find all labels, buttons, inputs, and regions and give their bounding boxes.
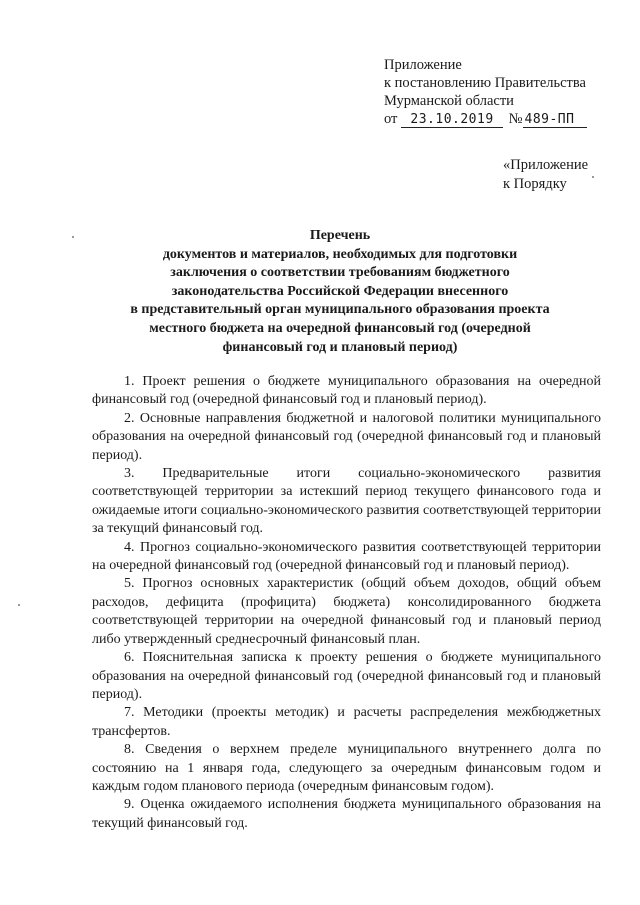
scan-speck (18, 604, 20, 606)
document-title (80, 227, 600, 357)
number-sign: № (508, 111, 523, 127)
appendix-reference (503, 156, 588, 194)
list-item: 4. Прогноз социально-экономического развития соответствующей территории на очередной финансовый год (очередной финансовый год и плановый период). (92, 539, 601, 574)
title-line: документов и материалов, необходимых для подготовки (162, 246, 518, 262)
attachment-title: Приложение (384, 57, 462, 73)
list-item: 7. Методики (проекты методик) и расчеты распределения межбюджетных трансфертов. (92, 705, 601, 739)
title-line: местного бюджета на очередной финансовый год (очередной (149, 320, 531, 336)
title-line: законодательства Российской Федерации внесенного (171, 283, 509, 299)
attachment-date-row (384, 110, 614, 128)
appendix-ref-order: к Порядку (503, 176, 567, 192)
list-item: 9. Оценка ожидаемого исполнения бюджета муниципального образования на текущий финансовый год. (92, 797, 601, 831)
list-item: 8. Сведения о верхнем пределе муниципального внутреннего долга по состоянию на 1 января года, следующего за очередным финансовым годом и каждым годом планового периода (очередным финансовым годом). (92, 742, 601, 794)
attachment-region: Мурманской области (384, 93, 514, 109)
title-line: в представительный орган муниципального образования проекта (130, 302, 550, 318)
title-line: финансовый год и плановый период) (222, 339, 458, 355)
documents-list (92, 373, 601, 833)
list-item: 3. Предварительные итоги социально-экономического развития соответствующей территории за истекший период текущего финансового года и ожидаемые итоги социально-экономического развития соответствующей территории за текущий финансовый год. (92, 466, 601, 537)
title-line: заключения о соответствии требованиям бюджетного (170, 265, 510, 281)
resolution-number: 489-ПП (523, 113, 587, 128)
scan-speck (592, 176, 594, 178)
list-item: 5. Прогноз основных характеристик (общий объем доходов, общий объем расходов, дефицита (профицита) бюджета) консолидированного бюджета соответствующей территории на очередной финансовый год и плановый период либо утвержденный среднесрочный финансовый план. (92, 576, 601, 647)
list-item: 2. Основные направления бюджетной и налоговой политики муниципального образования на очередной финансовый год (очередной финансовый год и плановый период). (92, 410, 601, 463)
list-item: 1. Проект решения о бюджете муниципального образования на очередной финансовый год (очередной финансовый год и плановый период). (92, 374, 601, 408)
from-label: от (384, 111, 398, 127)
title-line: Перечень (309, 228, 371, 243)
resolution-date: 23.10.2019 (401, 113, 503, 128)
scan-speck (72, 236, 74, 238)
list-item: 6. Пояснительная записка к проекту решения о бюджете муниципального образования на очередной финансовый год (очередной финансовый год и плановый период). (92, 650, 601, 702)
appendix-ref-title: «Приложение (503, 157, 589, 173)
attachment-resolution: к постановлению Правительства (384, 75, 586, 91)
attachment-header (384, 56, 614, 128)
